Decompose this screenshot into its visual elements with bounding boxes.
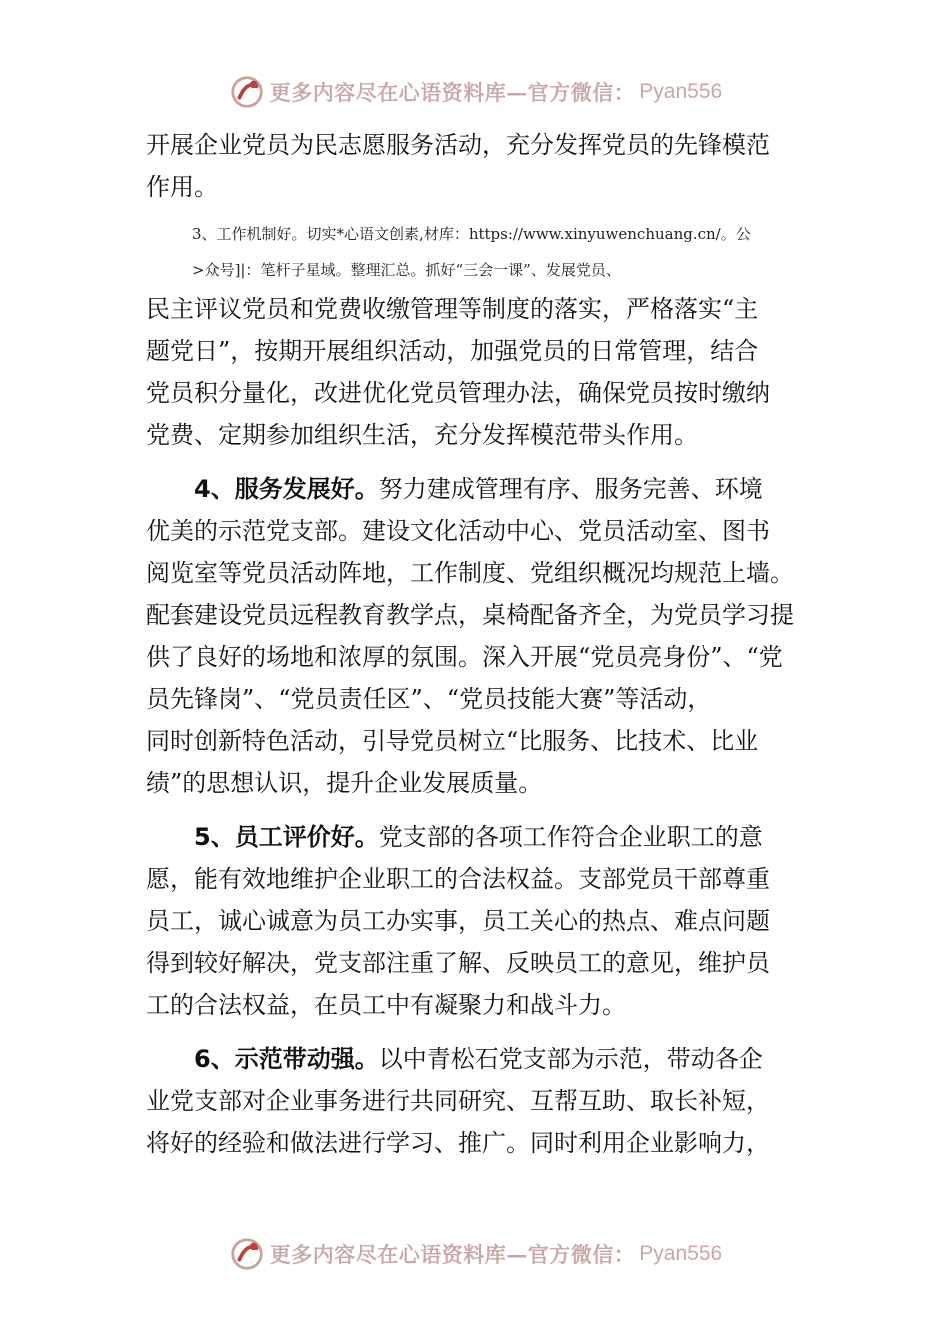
text-line: 题党日”，按期开展组织活动，加强党员的日常管理，结合: [146, 337, 759, 365]
paragraph-4: [146, 468, 826, 804]
brand-logo-icon: [228, 1235, 266, 1273]
text-line-small: 3、工作机制好。切实*心语文创素,材库：https://www.xinyuwenchuang.cn/。公: [192, 225, 751, 243]
text-line: 党员积分量化，改进优化党员管理办法，确保党员按时缴纳: [146, 379, 770, 407]
paragraph-5: [146, 816, 826, 1026]
section-heading: 4、服务发展好。: [194, 475, 379, 503]
watermark-text: 更多内容尽在心语资料库—官方微信：: [269, 1242, 636, 1267]
text-line: 作用。: [146, 173, 218, 201]
text-line: 得到较好解决，党支部注重了解、反映员工的意见，维护员: [146, 949, 770, 977]
text-line: 工的合法权益，在员工中有凝聚力和战斗力。: [146, 991, 626, 1019]
brand-logo-icon: [228, 73, 266, 111]
text-line: 员工，诚心诚意为员工办实事，员工关心的热点、难点问题: [146, 907, 770, 935]
text-line: 同时创新特色活动，引导党员树立“比服务、比技术、比业: [146, 727, 759, 755]
paragraph-1: [146, 124, 826, 208]
text-line: 开展企业党员为民志愿服务活动，充分发挥党员的先锋模范: [146, 131, 770, 159]
text-line: 将好的经验和做法进行学习、推广。同时利用企业影响力，: [146, 1129, 770, 1157]
text-line-first: [146, 816, 826, 858]
watermark-banner-top: [0, 72, 950, 112]
section-heading: 5、员工评价好。: [194, 823, 379, 851]
text-run: 努力建成管理有序、服务完善、环境: [378, 475, 763, 503]
text-line: 绩”的思想认识，提升企业发展质量。: [146, 769, 543, 797]
text-line: 愿，能有效地维护企业职工的合法权益。支部党员干部尊重: [146, 865, 770, 893]
text-line: 供了良好的场地和浓厚的氛围。深入开展“党员亮身份”、“党: [146, 643, 783, 671]
text-line: 阅览室等党员活动阵地，工作制度、党组织概况均规范上墙。: [146, 559, 794, 587]
text-line: 业党支部对企业事务进行共同研究、互帮互助、取长补短，: [146, 1087, 770, 1115]
paragraph-2-small: [146, 216, 826, 288]
text-line: 员先锋岗”、“党员责任区”、“党员技能大赛”等活动，: [146, 685, 712, 713]
text-line: 党费、定期参加组织生活，充分发挥模范带头作用。: [146, 421, 698, 449]
text-run: 党支部的各项工作符合企业职工的意: [378, 823, 763, 851]
watermark-text: 更多内容尽在心语资料库—官方微信：: [269, 80, 636, 105]
watermark-wechat-id: Pyan556: [639, 1242, 723, 1265]
text-line-first: [146, 1038, 826, 1080]
paragraph-3: [146, 288, 826, 456]
text-line-first: [146, 468, 826, 510]
text-line: 优美的示范党支部。建设文化活动中心、党员活动室、图书: [146, 517, 770, 545]
watermark-banner-bottom: [0, 1234, 950, 1274]
section-heading: 6、示范带动强。: [194, 1045, 379, 1073]
document-body: [146, 124, 826, 1164]
watermark-wechat-id: Pyan556: [639, 80, 723, 103]
text-run: 以中青松石党支部为示范，带动各企: [378, 1045, 763, 1073]
paragraph-6: [146, 1038, 826, 1164]
text-line-small: >众号]|：笔杆子星域。整理汇总。抓好“三会一课”、发展党员、: [192, 261, 621, 279]
text-line: 民主评议党员和党费收缴管理等制度的落实，严格落实“主: [146, 295, 759, 323]
text-line: 配套建设党员远程教育教学点，桌椅配备齐全，为党员学习提: [146, 601, 794, 629]
